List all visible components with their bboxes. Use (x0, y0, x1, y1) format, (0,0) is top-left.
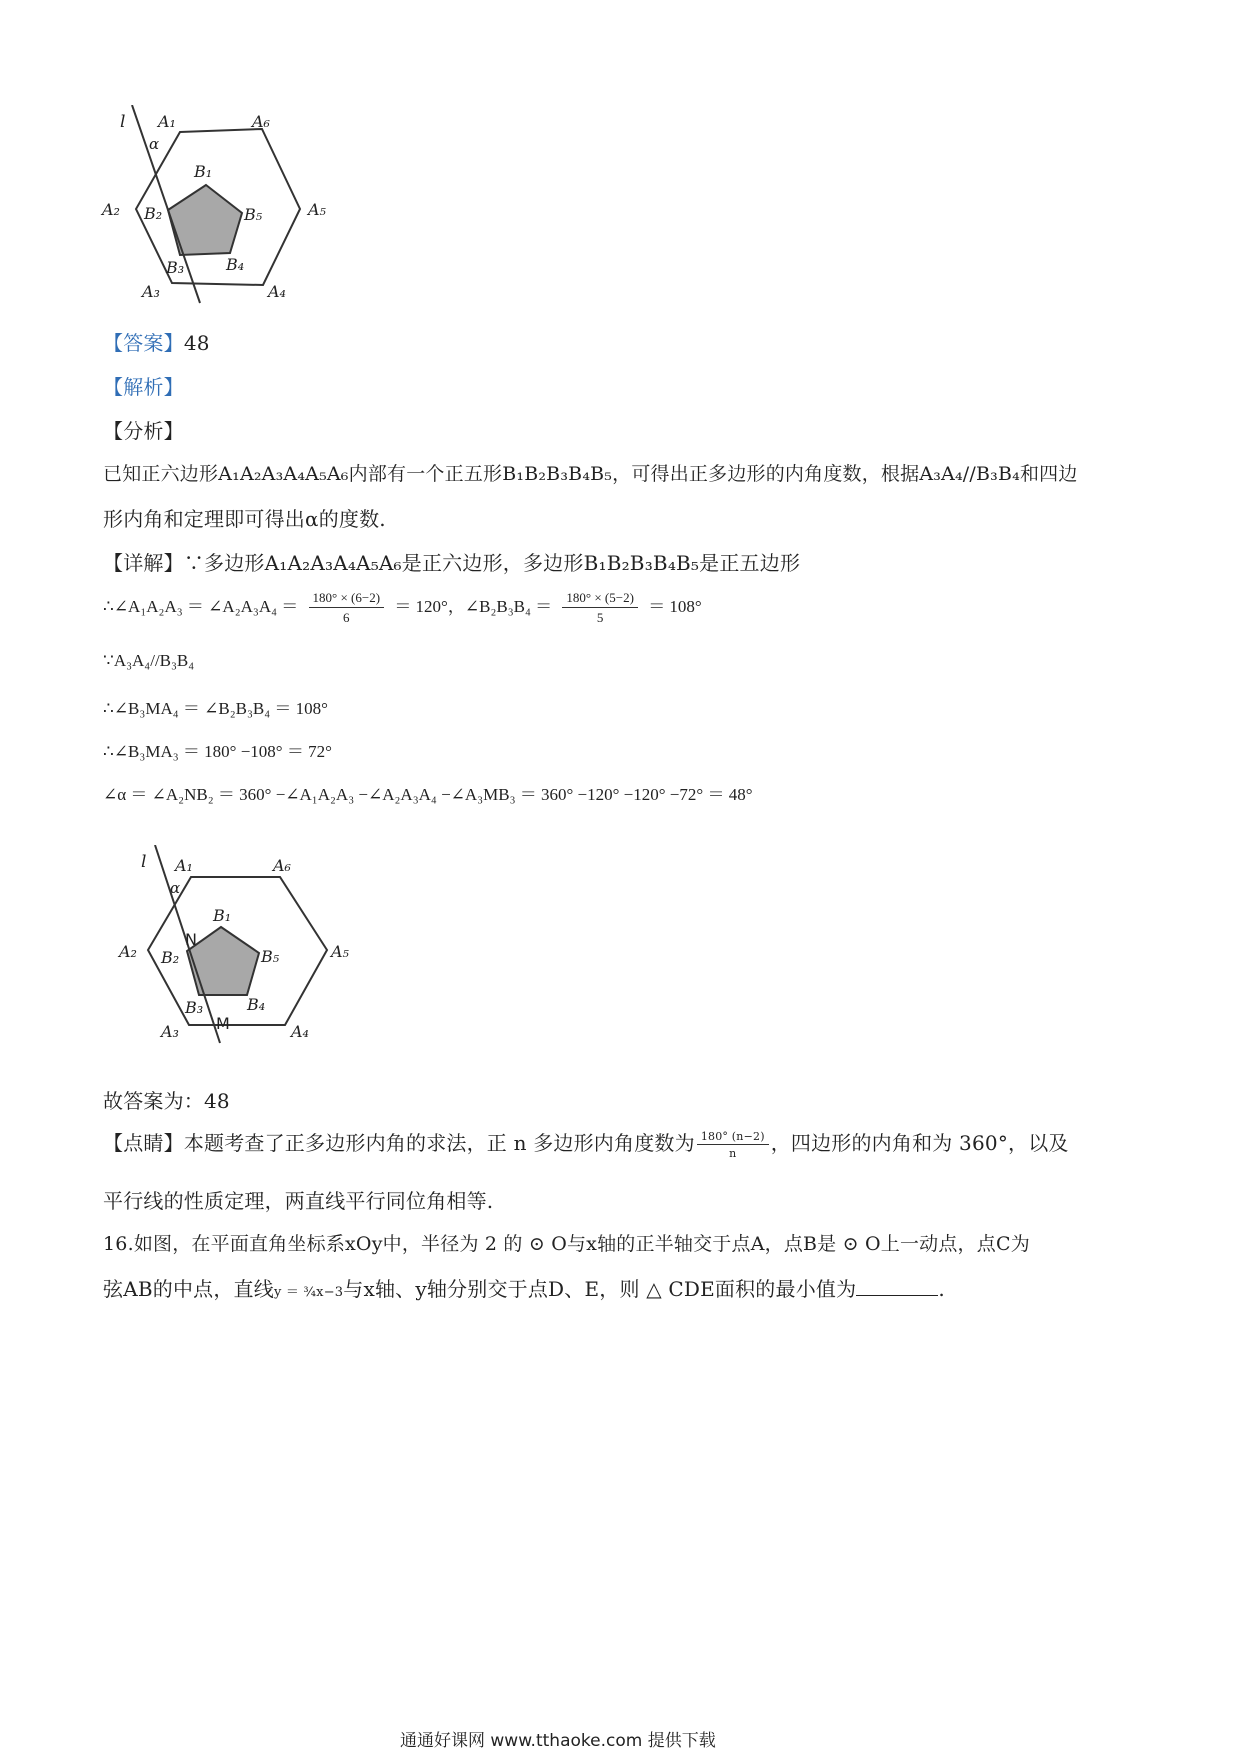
label2-B4: B₄ (247, 995, 266, 1014)
label-B2: B₂ (144, 204, 163, 223)
dianjing-frac-num: 180° (n−2) (697, 1130, 769, 1145)
label-A5: A₅ (308, 200, 326, 219)
step1-a: ∴∠A₁A₂A₃ ＝ ∠A₂A₃A₄ ＝ (103, 596, 299, 616)
label2-B5: B₅ (261, 947, 280, 966)
conclusion-line: 故答案为：48 (103, 1089, 230, 1113)
label2-B1: B₁ (213, 906, 232, 925)
frac2-den: 5 (596, 610, 604, 625)
problem16-equation: y ＝ ¾x−3 (273, 1285, 344, 1300)
step1-c: ＝ 108° (648, 596, 702, 616)
label-B5: B₅ (244, 205, 263, 224)
frac1-den: 6 (343, 610, 350, 625)
label2-A6: A₆ (273, 856, 291, 875)
problem16-end: . (938, 1277, 945, 1301)
answer-tag: 【答案】 (103, 331, 184, 355)
footer-credit: 通通好课网 www.tthaoke.com 提供下载 (400, 1731, 716, 1751)
frac1-num: 180° × (6−2) (309, 590, 385, 608)
label2-N: N (185, 930, 197, 949)
label-A2: A₂ (102, 200, 120, 219)
label2-A1: A₁ (175, 856, 193, 875)
label2-A5: A₅ (331, 942, 349, 961)
label2-B2: B₂ (161, 948, 180, 967)
label-alpha: α (149, 135, 160, 153)
detail-text1: ∵多边形A₁A₂A₃A₄A₅A₆是正六边形，多边形B₁B₂B₃B₄B₅是正五边形 (183, 551, 801, 575)
label2-alpha: α (170, 879, 181, 897)
dianjing-line2: 平行线的性质定理，两直线平行同位角相等. (103, 1189, 494, 1213)
answer-value: 48 (183, 331, 210, 355)
answer-line (103, 327, 210, 356)
label2-A2: A₂ (119, 942, 137, 961)
label2-B3: B₃ (185, 998, 204, 1017)
detail-line1 (103, 547, 800, 576)
detail-step1 (103, 590, 702, 626)
label-B1: B₁ (194, 162, 213, 181)
detail-step4: ∴∠B₃MA₃ ＝ 180° −108° ＝ 72° (103, 742, 332, 761)
fraction-hexagon (309, 590, 385, 626)
label-A3: A₃ (142, 282, 160, 301)
label-B3: B₃ (166, 258, 185, 277)
fenxi-tag: 【分析】 (103, 419, 184, 443)
dianjing-line1 (103, 1127, 1069, 1160)
detail-step3: ∴∠B₃MA₄ ＝ ∠B₂B₃B₄ ＝ 108° (103, 699, 328, 718)
label-A1: A₁ (158, 112, 176, 131)
answer-blank[interactable] (856, 1275, 938, 1296)
dianjing-text-a: 本题考查了正多边形内角的求法，正 n 多边形内角度数为 (183, 1131, 695, 1155)
pentagon-2 (187, 927, 259, 995)
problem16-text-a: 弦AB的中点，直线 (103, 1277, 274, 1301)
label2-A4: A₄ (291, 1022, 309, 1041)
fraction-pentagon (562, 590, 638, 626)
label-A4: A₄ (268, 282, 286, 301)
label-A6: A₆ (252, 112, 270, 131)
frac2-num: 180° × (5−2) (562, 590, 638, 608)
label2-A3: A₃ (161, 1022, 179, 1041)
fenxi-line1: 已知正六边形A₁A₂A₃A₄A₅A₆内部有一个正五形B₁B₂B₃B₄B₅，可得出正多边形的内角度数，根据A₃A₄//B₃B₄和四边 (103, 463, 1078, 485)
figure-hexagon-pentagon-2 (115, 845, 365, 1050)
dianjing-frac-den: n (729, 1146, 737, 1160)
dianjing-text-b: ，四边形的内角和为 360°，以及 (770, 1131, 1069, 1155)
figure-hexagon-pentagon-1 (100, 105, 380, 310)
label-B4: B₄ (226, 255, 245, 274)
problem16-line2 (103, 1273, 945, 1302)
step1-b: ＝ 120°，∠B₂B₃B₄ ＝ (394, 596, 553, 616)
label-l: l (120, 112, 126, 132)
label2-M: M (216, 1014, 230, 1033)
problem16-text-b: 与x轴、y轴分别交于点D、E，则 △ CDE面积的最小值为 (343, 1277, 857, 1301)
analysis-tag: 【解析】 (103, 375, 184, 399)
dianjing-tag: 【点睛】 (103, 1131, 184, 1155)
detail-tag: 【详解】 (103, 551, 184, 575)
problem16-line1: 16.如图，在平面直角坐标系xOy中，半径为 2 的 ⊙ O与x轴的正半轴交于点A，点B是 ⊙ O上一动点，点C为 (103, 1233, 1030, 1255)
fenxi-line2: 形内角和定理即可得出α的度数. (103, 507, 386, 531)
label2-l: l (141, 852, 147, 872)
detail-step5: ∠α ＝ ∠A₂NB₂ ＝ 360° −∠A₁A₂A₃ −∠A₂A₃A₄ −∠A₃MB₃ ＝ 360° −120° −120° −72° ＝ 48° (103, 785, 753, 804)
dianjing-fraction (697, 1130, 769, 1160)
detail-step2: ∵A₃A₄//B₃B₄ (103, 651, 195, 670)
